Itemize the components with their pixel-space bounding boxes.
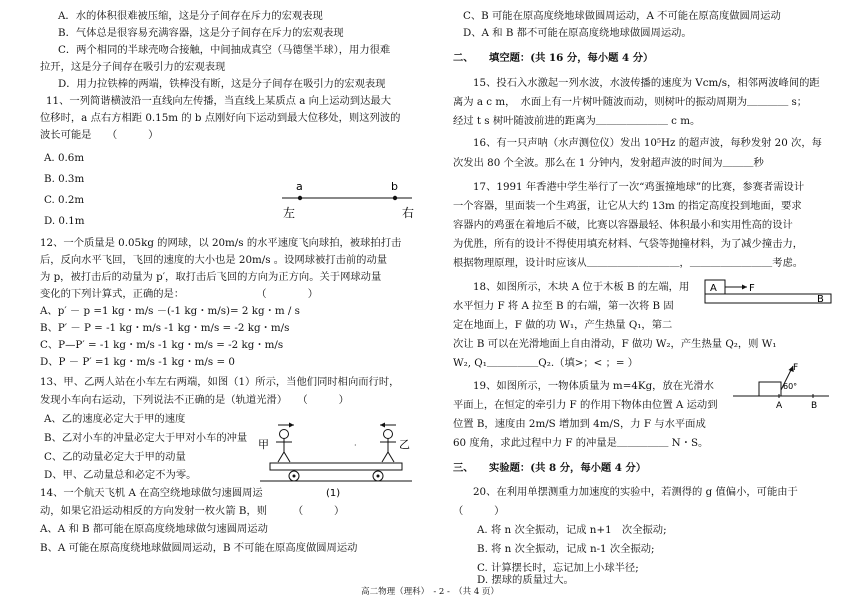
q10-option-b: B．气体总是很容易充满容器，这是分子间存在斥力的宏观表现 (58, 27, 344, 39)
q13-option-b: B、乙对小车的冲量必定大于甲对小车的冲量 (44, 432, 248, 444)
q14-option-d: D、A 和 B 都不可能在原高度绕地球做圆周运动。 (463, 27, 692, 39)
q17-line-2: 一个容器，里面装一个生鸡蛋，让它从大约 13m 的指定高度投到地面，要求 (453, 200, 802, 212)
q11-option-a: A. 0.6m (44, 152, 85, 164)
q11-stem-1: 11、一列简谐横波沿一直线向左传播，当直线上某质点 a 向上运动到达最大 (46, 95, 391, 107)
q20-stem-1: 20、在利用单摆测重力加速度的实验中，若测得的 g 值偏小，可能由于 (473, 486, 798, 498)
section-fill-in-title: 二、 填空题：(共 16 分，每小题 4 分） (453, 52, 654, 64)
cart-body (270, 463, 402, 470)
q12-stem-3: 为 p，被打击后的动量为 p′，取打击后飞回的方向为正方向。关于网球动量 (40, 271, 382, 283)
q16-line-2: 次发出 80 个全波。那么在 1 分钟内，发射超声波的时间为＿＿＿秒 (453, 157, 764, 169)
label-block-a: A (710, 283, 717, 294)
q17-line-4: 为优胜，所有的设计不得使用填充材料、气袋等抛撞材料，为了减少撞击力， (453, 238, 804, 250)
q11-figure (280, 178, 416, 222)
q11-option-c: C. 0.2m (44, 194, 85, 206)
q13-figure (256, 418, 416, 500)
q12-option-b: B、P′ － P = -1 kg・m/s -1 kg・m/s = -2 kg・m/s (40, 322, 290, 334)
q19-line-1: 19、如图所示，一物体质量为 m=4Kg，放在光滑水 (473, 380, 714, 392)
q12-option-a: A、p′ － p =1 kg・m/s －(-1 kg・m/s)= 2 kg・m / s (40, 305, 300, 317)
section-lab-title: 三、 实验题：(共 8 分，每小题 4 分） (453, 462, 647, 474)
q14-option-a: A、A 和 B 都可能在原高度绕地球做匀速圆周运动 (40, 523, 268, 535)
mass-block (759, 382, 781, 396)
label-yi: 乙 (399, 438, 410, 451)
label-force: F (749, 283, 755, 294)
q15-line-1: 15、投石入水激起一列水波，水波传播的速度为 Vcm/s，相邻两波峰间的距 (473, 77, 820, 89)
q13-option-d: D、甲、乙动量总和必定不为零。 (44, 469, 197, 481)
q13-stem-2: 发现小车向右运动，下列说法不正确的是（轨道光滑） （ ） (40, 394, 349, 406)
q10-option-d: D．用力拉铁棒的两端，铁棒没有断，这是分子间存在吸引力的宏观表现 (58, 78, 386, 90)
q14-option-c: C、B 可能在原高度绕地球做圆周运动，A 不可能在原高度做圆周运动 (463, 10, 781, 22)
q15-line-2: 离为 a c m， 水面上有一片树叶随波而动，则树叶的振动周期为＿＿＿＿ s； (453, 96, 808, 108)
label-right: 右 (402, 206, 415, 220)
figure-caption: (1) (326, 488, 341, 499)
yi-head (384, 430, 393, 439)
board-b (705, 294, 831, 303)
label-a: a (296, 180, 303, 193)
q20-option-a: A. 将 n 次全振动，记成 n+1 次全振动; (477, 524, 667, 536)
q20-option-c: C. 计算摆长时，忘记加上小球半径; (477, 562, 639, 574)
q18-line-3: 定在地面上，F 做的功 W₁，产生热量 Q₁，第二 (453, 319, 673, 331)
point-a (298, 196, 302, 200)
q11-stem-2: 位移时，a 点右方相距 0.15m 的 b 点刚好向下运动到最大位移处，则这列波的 (40, 112, 401, 124)
q10-option-a: A．水的体积很难被压缩，这是分子间存在斥力的宏观表现 (58, 10, 323, 22)
q20-option-d: D. 摆球的质量过大。 (477, 574, 574, 586)
q11-stem-3: 波长可能是 （ ） (40, 129, 159, 141)
q10-option-c-cont: 拉开，这是分子间存在吸引力的宏观表现 (40, 61, 226, 73)
q17-line-3: 容器内的鸡蛋在着地后不破，比赛以容器最轻、体积最小和实用性高的设计 (453, 219, 793, 231)
q12-stem-2: 后，反向水平飞回，飞回的速度的大小也是 20m/s 。设网球被打击前的动量 (40, 254, 388, 266)
q18-line-2: 水平恒力 F 将 A 拉至 B 的右端，第一次将 B 固 (453, 300, 674, 312)
q12-stem-4: 变化的下列计算式，正确的是： （ ） (40, 288, 319, 300)
q18-figure (701, 277, 835, 307)
q19-line-2: 平面上，在恒定的牵引力 F 的作用下物体由位置 A 运动到 (453, 399, 718, 411)
q18-line-4: 次让 B 可以在光滑地面上自由滑动，F 做功 W₂，产生热量 Q₂，则 W₁ (453, 338, 777, 350)
q19-line-4: 60 度角，求此过程中力 F 的冲量是＿＿＿＿＿ N・S。 (453, 437, 709, 449)
q18-line-5: W₂, Q₁＿＿＿＿＿Q₂.（填>；< ；= ） (453, 357, 639, 369)
svg-text:·: · (354, 441, 357, 450)
q12-stem-1: 12、一个质量是 0.05kg 的网球，以 20m/s 的水平速度飞向球拍，被球拍打击 (40, 237, 402, 249)
q19-line-3: 位置 B，速度由 2m/S 增加到 4m/S，力 F 与水平面成 (453, 418, 706, 430)
q10-option-c: C．两个相同的半球壳吻合接触，中间抽成真空（马德堡半球），用力很难 (58, 44, 391, 56)
jia-head (280, 430, 289, 439)
label-force: F (793, 363, 799, 373)
point-b (393, 196, 397, 200)
label-b: b (391, 180, 398, 193)
q14-stem-1: 14、一个航天飞机 A 在高空绕地球做匀速圆周运 (40, 487, 263, 499)
page-footer: 高二物理（理科） - 2 - （共 4 页） (361, 587, 499, 597)
q20-stem-2: （ ） (453, 505, 505, 517)
q17-line-5: 根据物理原理，设计时应该从＿＿＿＿＿＿＿＿＿，＿＿＿＿＿＿＿＿考虑。 (453, 257, 804, 269)
label-angle: 60° (783, 382, 798, 391)
q16-line-1: 16、有一只声呐（水声测位仪）发出 10⁵Hz 的超声波，每秒发射 20 次，每 (473, 137, 822, 149)
label-jia: 甲 (258, 438, 269, 451)
q13-stem-1: 13、甲、乙两人站在小车左右两端，如图（1）所示，当他们同时相向而行时， (40, 376, 400, 388)
q18-line-1: 18、如图所示，木块 A 位于木板 B 的左端，用 (473, 281, 690, 293)
q14-option-b: B、A 可能在原高度绕地球做圆周运动，B 不可能在原高度做圆周运动 (40, 542, 358, 554)
label-position-b: B (811, 401, 818, 411)
label-position-a: A (776, 401, 783, 411)
q13-option-a: A、乙的速度必定大于甲的速度 (44, 413, 186, 425)
q14-stem-2: 动，如果它沿运动相反的方向发射一枚火箭 B，则 （ ） (40, 505, 345, 517)
q15-line-3: 经过 t s 树叶随波前进的距离为＿＿＿＿＿＿＿ c m。 (453, 115, 701, 127)
q11-option-d: D. 0.1m (44, 215, 85, 227)
q19-figure (731, 358, 831, 412)
q12-option-c: C、P—P′ = -1 kg・m/s -1 kg・m/s = -2 kg・m/s (40, 339, 284, 351)
q20-option-b: B. 将 n 次全振动，记成 n-1 次全振动; (477, 543, 655, 555)
label-board-b: B (817, 294, 824, 305)
label-left: 左 (283, 206, 296, 220)
q12-option-d: D、P － P′ =1 kg・m/s -1 kg・m/s = 0 (40, 356, 235, 368)
q13-option-c: C、乙的动量必定大于甲的动量 (44, 451, 186, 463)
q17-line-1: 17、1991 年香港中学生举行了一次“鸡蛋撞地球”的比赛，参赛者需设计 (473, 181, 805, 193)
q11-option-b: B. 0.3m (44, 173, 85, 185)
